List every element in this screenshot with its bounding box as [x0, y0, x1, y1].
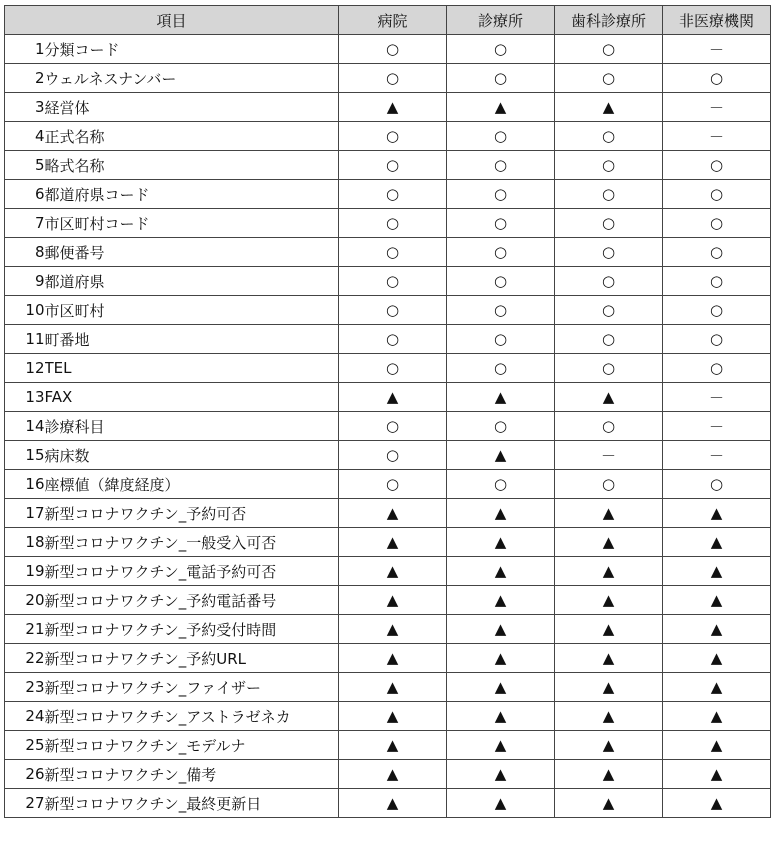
row-item-name: 正式名称: [45, 122, 339, 151]
dental-clinic-mark: ○: [555, 180, 663, 209]
table-row: [5, 93, 771, 122]
table-row: [5, 586, 771, 615]
non-medical-mark: ○: [663, 354, 771, 383]
dental-clinic-mark: ▲: [555, 673, 663, 702]
dental-clinic-mark: ○: [555, 354, 663, 383]
table-row: [5, 557, 771, 586]
dental-clinic-mark: ○: [555, 296, 663, 325]
dental-clinic-mark: ▲: [555, 586, 663, 615]
dental-clinic-mark: ○: [555, 238, 663, 267]
table-row: [5, 673, 771, 702]
row-item-name: 町番地: [45, 325, 339, 354]
hospital-mark: ▲: [339, 644, 447, 673]
row-number: 25: [5, 731, 45, 760]
dental-clinic-mark: ▲: [555, 528, 663, 557]
header-non-medical: 非医療機関: [663, 6, 771, 35]
row-item-name: 新型コロナワクチン_備考: [45, 760, 339, 789]
table-row: [5, 64, 771, 93]
row-number: 5: [5, 151, 45, 180]
row-number: 27: [5, 789, 45, 818]
table-row: [5, 151, 771, 180]
table-row: [5, 209, 771, 238]
header-hospital: 病院: [339, 6, 447, 35]
dental-clinic-mark: ▲: [555, 644, 663, 673]
table-row: [5, 238, 771, 267]
hospital-mark: ○: [339, 470, 447, 499]
clinic-mark: ▲: [447, 615, 555, 644]
clinic-mark: ○: [447, 238, 555, 267]
row-item-name: ウェルネスナンバー: [45, 64, 339, 93]
non-medical-mark: ▲: [663, 760, 771, 789]
row-number: 3: [5, 93, 45, 122]
clinic-mark: ▲: [447, 702, 555, 731]
hospital-mark: ○: [339, 354, 447, 383]
row-item-name: 略式名称: [45, 151, 339, 180]
dental-clinic-mark: ○: [555, 64, 663, 93]
row-number: 4: [5, 122, 45, 151]
row-item-name: 病床数: [45, 441, 339, 470]
dental-clinic-mark: ○: [555, 122, 663, 151]
non-medical-mark: ○: [663, 238, 771, 267]
table-row: [5, 296, 771, 325]
table-row: [5, 760, 771, 789]
row-number: 17: [5, 499, 45, 528]
row-item-name: 市区町村コード: [45, 209, 339, 238]
hospital-mark: ○: [339, 267, 447, 296]
hospital-mark: ▲: [339, 586, 447, 615]
row-item-name: 新型コロナワクチン_最終更新日: [45, 789, 339, 818]
availability-table: [4, 5, 771, 818]
hospital-mark: ▲: [339, 673, 447, 702]
clinic-mark: ▲: [447, 760, 555, 789]
clinic-mark: ○: [447, 470, 555, 499]
dental-clinic-mark: ▲: [555, 760, 663, 789]
row-number: 21: [5, 615, 45, 644]
hospital-mark: ▲: [339, 499, 447, 528]
row-number: 18: [5, 528, 45, 557]
non-medical-mark: －: [663, 441, 771, 470]
clinic-mark: ▲: [447, 383, 555, 412]
dental-clinic-mark: ▲: [555, 731, 663, 760]
hospital-mark: ○: [339, 122, 447, 151]
table-row: [5, 644, 771, 673]
clinic-mark: ▲: [447, 93, 555, 122]
non-medical-mark: ▲: [663, 615, 771, 644]
hospital-mark: ○: [339, 441, 447, 470]
hospital-mark: ▲: [339, 760, 447, 789]
row-item-name: 郵便番号: [45, 238, 339, 267]
row-number: 7: [5, 209, 45, 238]
clinic-mark: ○: [447, 180, 555, 209]
table-row: [5, 180, 771, 209]
clinic-mark: ▲: [447, 499, 555, 528]
table-row: [5, 325, 771, 354]
row-item-name: 分類コード: [45, 35, 339, 64]
hospital-mark: ○: [339, 35, 447, 64]
table-row: [5, 731, 771, 760]
row-item-name: 新型コロナワクチン_予約可否: [45, 499, 339, 528]
dental-clinic-mark: ▲: [555, 789, 663, 818]
row-number: 1: [5, 35, 45, 64]
row-number: 9: [5, 267, 45, 296]
dental-clinic-mark: ▲: [555, 615, 663, 644]
row-number: 22: [5, 644, 45, 673]
hospital-mark: ▲: [339, 731, 447, 760]
non-medical-mark: ○: [663, 325, 771, 354]
clinic-mark: ▲: [447, 528, 555, 557]
hospital-mark: ○: [339, 325, 447, 354]
hospital-mark: ▲: [339, 383, 447, 412]
hospital-mark: ○: [339, 296, 447, 325]
table-row: [5, 702, 771, 731]
row-item-name: 新型コロナワクチン_一般受入可否: [45, 528, 339, 557]
row-item-name: 座標値（緯度経度）: [45, 470, 339, 499]
table-row: [5, 35, 771, 64]
row-item-name: 経営体: [45, 93, 339, 122]
table-row: [5, 789, 771, 818]
row-item-name: 都道府県: [45, 267, 339, 296]
dental-clinic-mark: ○: [555, 267, 663, 296]
row-item-name: 新型コロナワクチン_モデルナ: [45, 731, 339, 760]
non-medical-mark: －: [663, 35, 771, 64]
row-number: 11: [5, 325, 45, 354]
clinic-mark: ○: [447, 354, 555, 383]
clinic-mark: ○: [447, 412, 555, 441]
clinic-mark: ○: [447, 267, 555, 296]
table-row: [5, 267, 771, 296]
hospital-mark: ○: [339, 180, 447, 209]
table-body: [5, 35, 771, 818]
row-number: 2: [5, 64, 45, 93]
row-item-name: 都道府県コード: [45, 180, 339, 209]
row-item-name: 新型コロナワクチン_電話予約可否: [45, 557, 339, 586]
non-medical-mark: －: [663, 412, 771, 441]
clinic-mark: ○: [447, 209, 555, 238]
hospital-mark: ▲: [339, 789, 447, 818]
row-number: 24: [5, 702, 45, 731]
non-medical-mark: ▲: [663, 528, 771, 557]
clinic-mark: ▲: [447, 586, 555, 615]
table-row: [5, 528, 771, 557]
table-row: [5, 354, 771, 383]
clinic-mark: ○: [447, 122, 555, 151]
row-number: 26: [5, 760, 45, 789]
non-medical-mark: ○: [663, 209, 771, 238]
dental-clinic-mark: ▲: [555, 499, 663, 528]
non-medical-mark: ○: [663, 470, 771, 499]
non-medical-mark: ○: [663, 64, 771, 93]
clinic-mark: ▲: [447, 644, 555, 673]
dental-clinic-mark: ▲: [555, 557, 663, 586]
table-row: [5, 122, 771, 151]
header-item: 項目: [5, 6, 339, 35]
header-dental-clinic: 歯科診療所: [555, 6, 663, 35]
dental-clinic-mark: ○: [555, 470, 663, 499]
hospital-mark: ○: [339, 151, 447, 180]
non-medical-mark: ▲: [663, 673, 771, 702]
non-medical-mark: ▲: [663, 644, 771, 673]
row-item-name: 新型コロナワクチン_予約電話番号: [45, 586, 339, 615]
non-medical-mark: －: [663, 93, 771, 122]
non-medical-mark: ▲: [663, 731, 771, 760]
table-row: [5, 470, 771, 499]
row-item-name: 新型コロナワクチン_予約URL: [45, 644, 339, 673]
row-item-name: 診療科目: [45, 412, 339, 441]
row-number: 10: [5, 296, 45, 325]
non-medical-mark: ▲: [663, 557, 771, 586]
row-item-name: FAX: [45, 383, 339, 412]
hospital-mark: ○: [339, 412, 447, 441]
dental-clinic-mark: ○: [555, 209, 663, 238]
non-medical-mark: －: [663, 122, 771, 151]
hospital-mark: ▲: [339, 702, 447, 731]
hospital-mark: ▲: [339, 615, 447, 644]
row-item-name: 新型コロナワクチン_ファイザー: [45, 673, 339, 702]
row-item-name: 新型コロナワクチン_アストラゼネカ: [45, 702, 339, 731]
header-row: [5, 6, 771, 35]
dental-clinic-mark: ▲: [555, 702, 663, 731]
hospital-mark: ○: [339, 209, 447, 238]
non-medical-mark: ▲: [663, 702, 771, 731]
non-medical-mark: ○: [663, 180, 771, 209]
dental-clinic-mark: ○: [555, 412, 663, 441]
clinic-mark: ▲: [447, 731, 555, 760]
table-row: [5, 383, 771, 412]
non-medical-mark: ▲: [663, 499, 771, 528]
hospital-mark: ▲: [339, 528, 447, 557]
hospital-mark: ○: [339, 64, 447, 93]
row-number: 15: [5, 441, 45, 470]
row-number: 13: [5, 383, 45, 412]
hospital-mark: ○: [339, 238, 447, 267]
dental-clinic-mark: ▲: [555, 383, 663, 412]
row-number: 20: [5, 586, 45, 615]
dental-clinic-mark: ○: [555, 325, 663, 354]
clinic-mark: ○: [447, 296, 555, 325]
row-number: 23: [5, 673, 45, 702]
clinic-mark: ○: [447, 64, 555, 93]
dental-clinic-mark: －: [555, 441, 663, 470]
dental-clinic-mark: ▲: [555, 93, 663, 122]
row-item-name: 新型コロナワクチン_予約受付時間: [45, 615, 339, 644]
row-number: 14: [5, 412, 45, 441]
clinic-mark: ▲: [447, 557, 555, 586]
row-number: 6: [5, 180, 45, 209]
clinic-mark: ▲: [447, 441, 555, 470]
dental-clinic-mark: ○: [555, 151, 663, 180]
hospital-mark: ▲: [339, 93, 447, 122]
hospital-mark: ▲: [339, 557, 447, 586]
table-row: [5, 499, 771, 528]
header-clinic: 診療所: [447, 6, 555, 35]
row-number: 8: [5, 238, 45, 267]
clinic-mark: ○: [447, 151, 555, 180]
clinic-mark: ○: [447, 35, 555, 64]
row-item-name: TEL: [45, 354, 339, 383]
clinic-mark: ○: [447, 325, 555, 354]
table-row: [5, 412, 771, 441]
clinic-mark: ▲: [447, 789, 555, 818]
non-medical-mark: ○: [663, 296, 771, 325]
non-medical-mark: ▲: [663, 586, 771, 615]
non-medical-mark: ○: [663, 267, 771, 296]
dental-clinic-mark: ○: [555, 35, 663, 64]
non-medical-mark: ▲: [663, 789, 771, 818]
row-number: 16: [5, 470, 45, 499]
clinic-mark: ▲: [447, 673, 555, 702]
row-number: 12: [5, 354, 45, 383]
non-medical-mark: ○: [663, 151, 771, 180]
table-row: [5, 615, 771, 644]
non-medical-mark: －: [663, 383, 771, 412]
row-number: 19: [5, 557, 45, 586]
row-item-name: 市区町村: [45, 296, 339, 325]
table-row: [5, 441, 771, 470]
